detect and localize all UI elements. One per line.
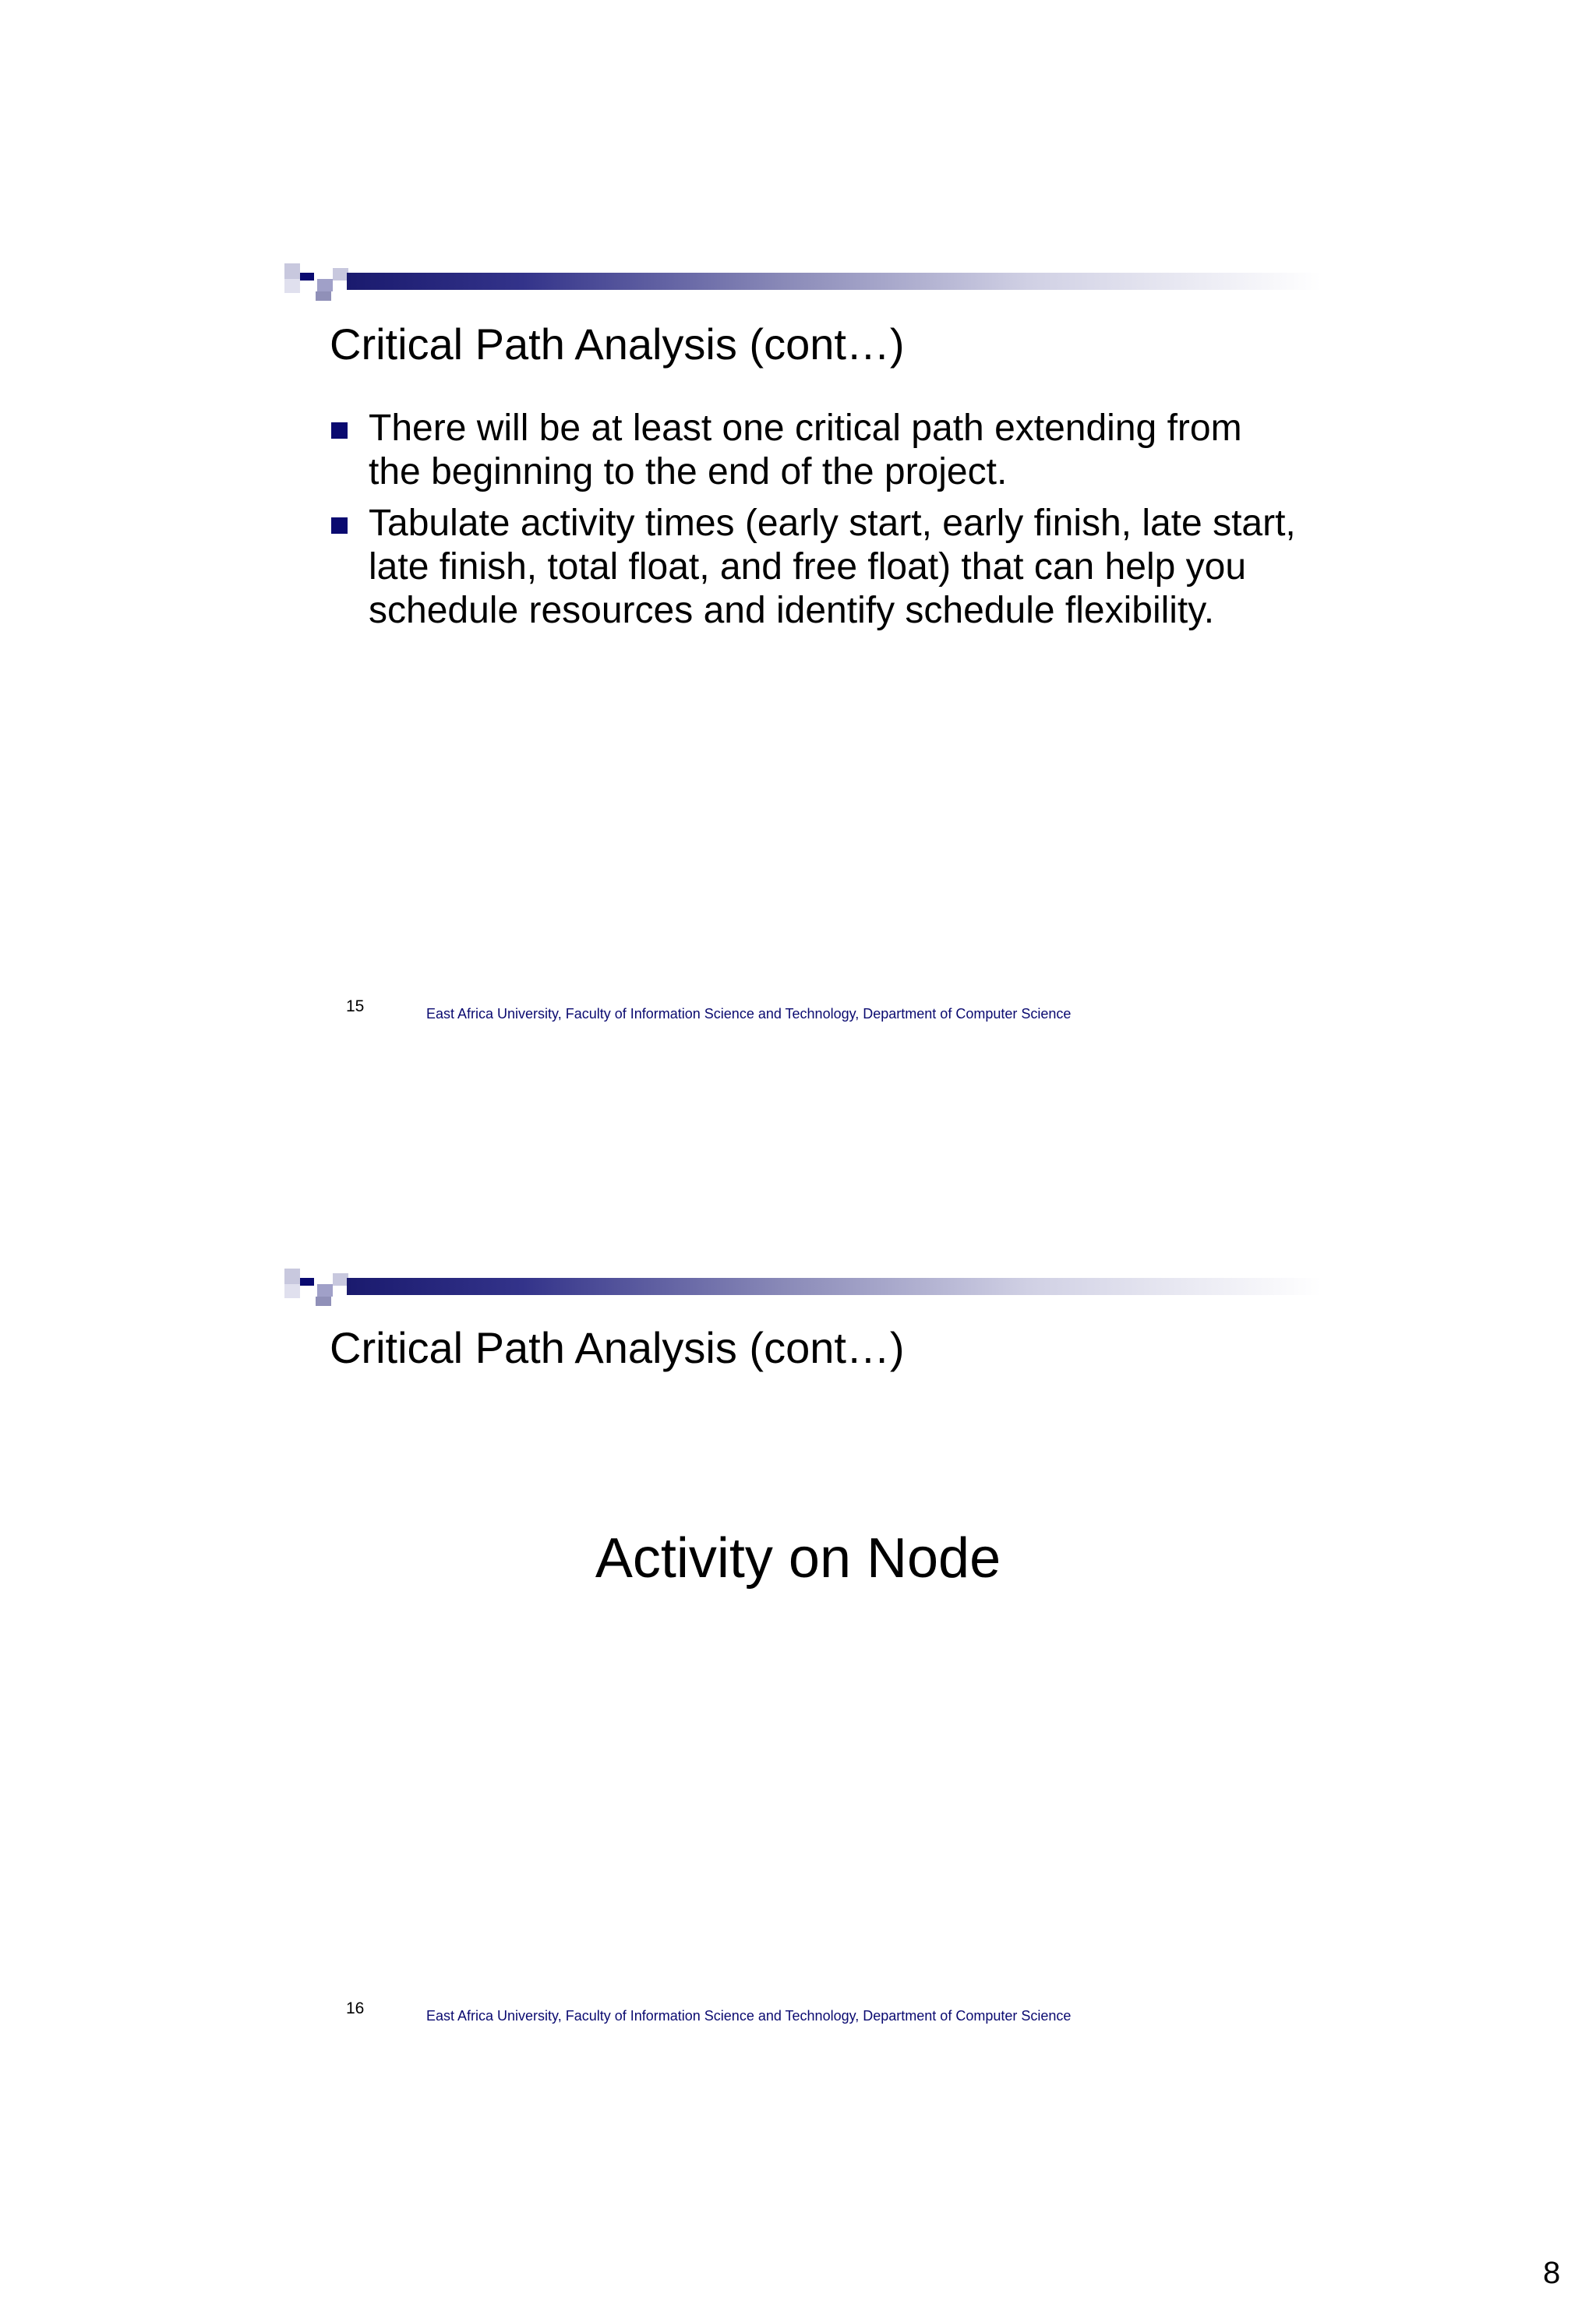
slide-footer: East Africa University, Faculty of Information Science and Technology, Department of Computer Science — [426, 2008, 1072, 2024]
slide-16 — [0, 1005, 1596, 2024]
square-bullet-icon — [331, 422, 348, 439]
square-bullet-icon — [331, 517, 348, 534]
bullet-item — [330, 407, 1304, 494]
slide-title: Critical Path Analysis (cont…) — [330, 319, 905, 369]
slide-footer: East Africa University, Faculty of Information Science and Technology, Department of Computer Science — [426, 1006, 1072, 1022]
bullet-text: Tabulate activity times (early start, early finish, late start, late finish, total float, and free float) that can help you schedule resources and identify schedule flexibility. — [369, 503, 1296, 631]
bullet-text: There will be at least one critical path extending from the beginning to the end of the project. — [369, 408, 1242, 492]
slide-number: 16 — [346, 1999, 365, 2017]
bullet-list — [330, 407, 1304, 641]
page-number: 8 — [1543, 2256, 1561, 2290]
bullet-item — [330, 502, 1304, 633]
slide-title: Critical Path Analysis (cont…) — [330, 1323, 905, 1372]
slide-heading: Activity on Node — [595, 1527, 1001, 1590]
header-gradient-bar — [347, 273, 1321, 290]
slide-15 — [0, 0, 1596, 1022]
header-gradient-bar — [347, 1278, 1321, 1295]
slide-number: 15 — [346, 997, 365, 1015]
